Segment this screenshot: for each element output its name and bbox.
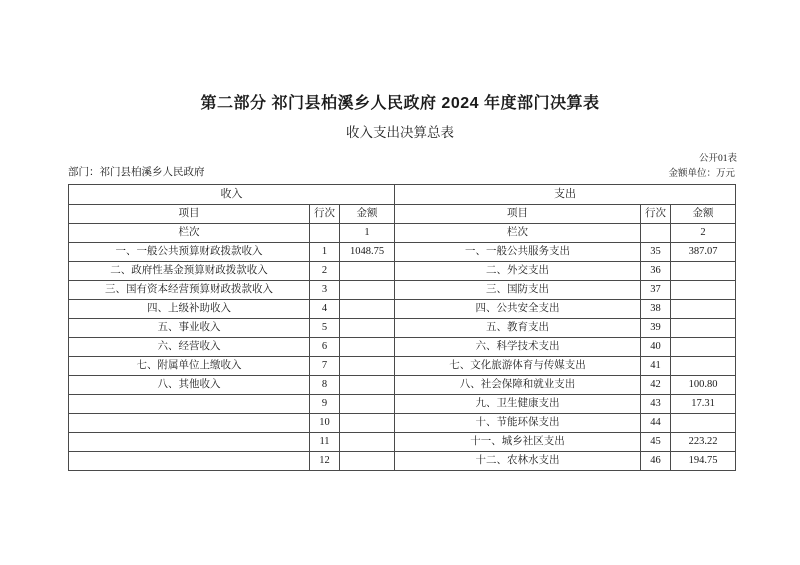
income-lanci-label: 栏次 — [69, 224, 310, 243]
income-item-cell: 五、事业收入 — [69, 319, 310, 338]
income-line-cell: 3 — [310, 281, 340, 300]
expense-line-cell: 45 — [641, 433, 671, 452]
column-number-row — [69, 224, 736, 243]
income-item-cell: 三、国有资本经营预算财政拨款收入 — [69, 281, 310, 300]
expense-amount-cell — [671, 338, 736, 357]
income-amount-cell — [340, 452, 395, 471]
expense-item-cell: 一、一般公共服务支出 — [395, 243, 641, 262]
income-amount-cell — [340, 395, 395, 414]
expense-amount-cell: 100.80 — [671, 376, 736, 395]
expense-item-cell: 十、节能环保支出 — [395, 414, 641, 433]
table-row — [69, 414, 736, 433]
expense-amount-header: 金额 — [671, 205, 736, 224]
expense-line-cell: 46 — [641, 452, 671, 471]
summary-table — [68, 184, 736, 471]
income-item-cell: 二、政府性基金预算财政拨款收入 — [69, 262, 310, 281]
income-line-cell: 4 — [310, 300, 340, 319]
income-line-cell: 1 — [310, 243, 340, 262]
table-row — [69, 376, 736, 395]
income-item-cell: 七、附属单位上缴收入 — [69, 357, 310, 376]
table-row — [69, 281, 736, 300]
section-header-row — [69, 185, 736, 205]
expense-lanci-line-cell — [641, 224, 671, 243]
expense-item-cell: 七、文化旅游体育与传媒支出 — [395, 357, 641, 376]
meta-line — [68, 164, 735, 179]
income-amount-cell — [340, 338, 395, 357]
expense-lanci-label: 栏次 — [395, 224, 641, 243]
income-amount-cell — [340, 376, 395, 395]
income-amount-cell — [340, 433, 395, 452]
table-row — [69, 452, 736, 471]
expense-line-cell: 39 — [641, 319, 671, 338]
table-row — [69, 395, 736, 414]
expense-item-cell: 十二、农林水支出 — [395, 452, 641, 471]
income-line-cell: 8 — [310, 376, 340, 395]
income-line-cell: 5 — [310, 319, 340, 338]
table-code-label: 公开01表 — [698, 154, 737, 164]
income-item-cell — [69, 433, 310, 452]
expense-line-cell: 43 — [641, 395, 671, 414]
expense-item-cell: 六、科学技术支出 — [395, 338, 641, 357]
income-amount-cell — [340, 300, 395, 319]
expense-line-cell: 40 — [641, 338, 671, 357]
expense-line-cell: 38 — [641, 300, 671, 319]
expense-item-cell: 三、国防支出 — [395, 281, 641, 300]
expense-line-cell: 41 — [641, 357, 671, 376]
income-line-cell: 6 — [310, 338, 340, 357]
expense-item-cell: 五、教育支出 — [395, 319, 641, 338]
table-row — [69, 319, 736, 338]
table-row — [69, 243, 736, 262]
page-subtitle: 收入支出决算总表 — [346, 125, 454, 140]
income-item-cell: 六、经营收入 — [69, 338, 310, 357]
income-item-cell: 八、其他收入 — [69, 376, 310, 395]
expense-line-cell: 44 — [641, 414, 671, 433]
income-column-number: 1 — [340, 224, 395, 243]
expense-item-header: 项目 — [395, 205, 641, 224]
expense-amount-cell — [671, 414, 736, 433]
income-section-header: 收入 — [69, 185, 395, 205]
income-line-cell: 12 — [310, 452, 340, 471]
income-amount-cell — [340, 319, 395, 338]
income-amount-cell — [340, 262, 395, 281]
income-amount-header: 金额 — [340, 205, 395, 224]
income-item-cell: 一、一般公共预算财政拨款收入 — [69, 243, 310, 262]
expense-item-cell: 十一、城乡社区支出 — [395, 433, 641, 452]
expense-item-cell: 八、社会保障和就业支出 — [395, 376, 641, 395]
table-row — [69, 433, 736, 452]
expense-amount-cell: 387.07 — [671, 243, 736, 262]
income-amount-cell: 1048.75 — [340, 243, 395, 262]
expense-amount-cell — [671, 300, 736, 319]
income-item-header: 项目 — [69, 205, 310, 224]
expense-item-cell: 九、卫生健康支出 — [395, 395, 641, 414]
income-amount-cell — [340, 414, 395, 433]
page-title: 第二部分 祁门县柏溪乡人民政府 2024 年度部门决算表 — [200, 95, 600, 112]
table-row — [69, 357, 736, 376]
department-label: 部门：祁门县柏溪乡人民政府 — [68, 167, 205, 178]
expense-line-header: 行次 — [641, 205, 671, 224]
income-amount-cell — [340, 281, 395, 300]
expense-amount-cell: 194.75 — [671, 452, 736, 471]
income-amount-cell — [340, 357, 395, 376]
table-row — [69, 262, 736, 281]
table-row — [69, 300, 736, 319]
expense-amount-cell: 223.22 — [671, 433, 736, 452]
income-line-cell: 10 — [310, 414, 340, 433]
expense-amount-cell: 17.31 — [671, 395, 736, 414]
income-item-cell — [69, 452, 310, 471]
income-item-cell — [69, 414, 310, 433]
expense-amount-cell — [671, 281, 736, 300]
income-line-cell: 9 — [310, 395, 340, 414]
expense-line-cell: 36 — [641, 262, 671, 281]
table-row — [69, 338, 736, 357]
expense-item-cell: 二、外交支出 — [395, 262, 641, 281]
expense-section-header: 支出 — [395, 185, 736, 205]
income-line-cell: 11 — [310, 433, 340, 452]
income-line-cell: 2 — [310, 262, 340, 281]
expense-line-cell: 35 — [641, 243, 671, 262]
expense-line-cell: 37 — [641, 281, 671, 300]
expense-line-cell: 42 — [641, 376, 671, 395]
income-item-cell — [69, 395, 310, 414]
expense-amount-cell — [671, 357, 736, 376]
column-header-row — [69, 205, 736, 224]
income-lanci-line-cell — [310, 224, 340, 243]
amount-unit-label: 金额单位：万元 — [668, 169, 735, 179]
expense-amount-cell — [671, 319, 736, 338]
income-line-header: 行次 — [310, 205, 340, 224]
income-item-cell: 四、上级补助收入 — [69, 300, 310, 319]
expense-amount-cell — [671, 262, 736, 281]
expense-column-number: 2 — [671, 224, 736, 243]
income-line-cell: 7 — [310, 357, 340, 376]
expense-item-cell: 四、公共安全支出 — [395, 300, 641, 319]
